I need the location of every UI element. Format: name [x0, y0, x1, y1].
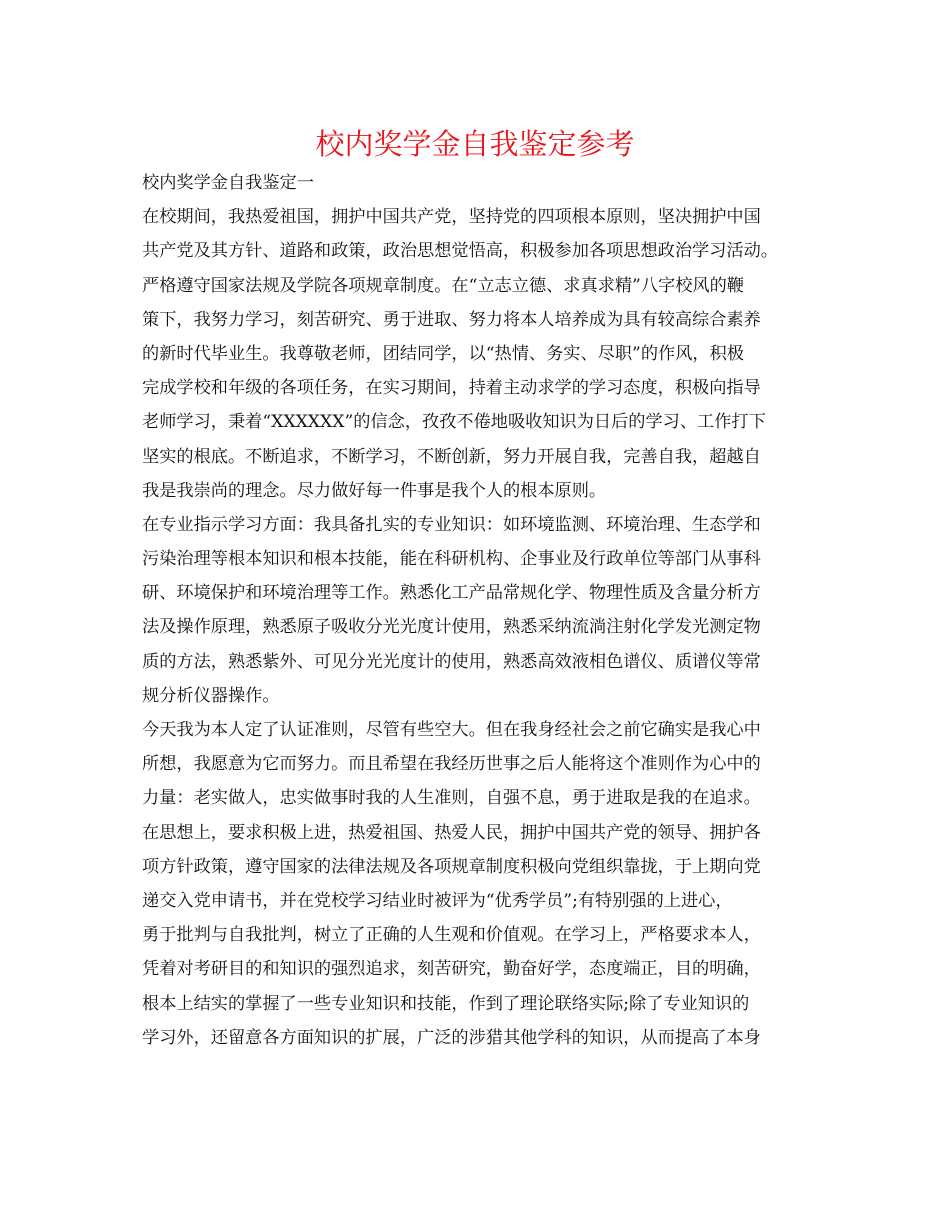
text-line: 项方针政策，遵守国家的法律法规及各项规章制度积极向党组织靠拢，于上期向党	[142, 856, 761, 877]
text-line: 老师学习，秉着“XXXXXX”的信念，孜孜不倦地吸收知识为日后的学习、工作打下	[142, 412, 766, 433]
text-line: 法及操作原理，熟悉原子吸收分光光度计使用，熟悉采纳流淌注射化学发光测定物	[142, 617, 761, 638]
text-line: 所想，我愿意为它而努力。而且希望在我经历世事之后人能将这个准则作为心中的	[142, 754, 761, 775]
text-line: 共产党及其方针、道路和政策，政治思想觉悟高，积极参加各项思想政治学习活动。	[142, 241, 778, 262]
text-line: 质的方法，熟悉紫外、可见分光光度计的使用，熟悉高效液相色谱仪、质谱仪等常	[142, 651, 761, 672]
text-line: 力量：老实做人，忠实做事时我的人生准则，自强不息，勇于进取是我的在追求。	[142, 788, 761, 809]
document-title: 校内奖学金自我鉴定参考	[315, 127, 635, 161]
section-heading: 校内奖学金自我鉴定一	[142, 173, 314, 193]
text-line: 在专业指示学习方面：我具备扎实的专业知识：如环境监测、环境治理、生态学和	[142, 514, 761, 535]
text-line: 研、环境保护和环境治理等工作。熟悉化工产品常规化学、物理性质及含量分析方	[142, 583, 761, 604]
text-line: 完成学校和年级的各项任务，在实习期间，持着主动求学的学习态度，积极向指导	[142, 378, 761, 399]
text-line: 递交入党申请书，并在党校学习结业时被评为“优秀学员”;有特别强的上进心，	[142, 890, 733, 911]
text-line: 今天我为本人定了认证准则，尽管有些空大。但在我身经社会之前它确实是我心中	[142, 720, 761, 740]
text-line: 污染治理等根本知识和根本技能，能在科研机构、企事业及行政单位等部门从事科	[142, 549, 761, 570]
text-line: 坚实的根底。不断追求，不断学习，不断创新，努力开展自我，完善自我，超越自	[142, 446, 761, 467]
text-line: 的新时代毕业生。我尊敬老师，团结同学，以“热情、务实、尽职”的作风，积极	[142, 343, 744, 364]
document-body	[142, 166, 822, 1055]
text-line: 学习外，还留意各方面知识的扩展，广泛的涉猎其他学科的知识，从而提高了本身	[142, 1027, 761, 1048]
text-line: 在思想上，要求积极上进，热爱祖国、热爱人民，拥护中国共产党的领导、拥护各	[142, 822, 761, 843]
text-line: 规分析仪器操作。	[142, 685, 280, 706]
text-line: 严格遵守国家法规及学院各项规章制度。在“立志立德、求真求精”八字校风的鞭	[142, 275, 744, 296]
text-line: 勇于批判与自我批判，树立了正确的人生观和价值观。在学习上，严格要求本人，	[142, 925, 761, 946]
text-line: 在校期间，我热爱祖国，拥护中国共产党，坚持党的四项根本原则，坚决拥护中国	[142, 207, 761, 228]
text-line: 我是我崇尚的理念。尽力做好每一件事是我个人的根本原则。	[142, 480, 607, 501]
text-line: 根本上结实的掌握了一些专业知识和技能，作到了理论联络实际;除了专业知识的	[142, 993, 750, 1014]
text-line: 策下，我努力学习，刻苦研究、勇于进取、努力将本人培养成为具有较高综合素养	[142, 309, 761, 330]
text-line: 凭着对考研目的和知识的强烈追求，刻苦研究，勤奋好学，态度端正，目的明确，	[142, 959, 761, 980]
